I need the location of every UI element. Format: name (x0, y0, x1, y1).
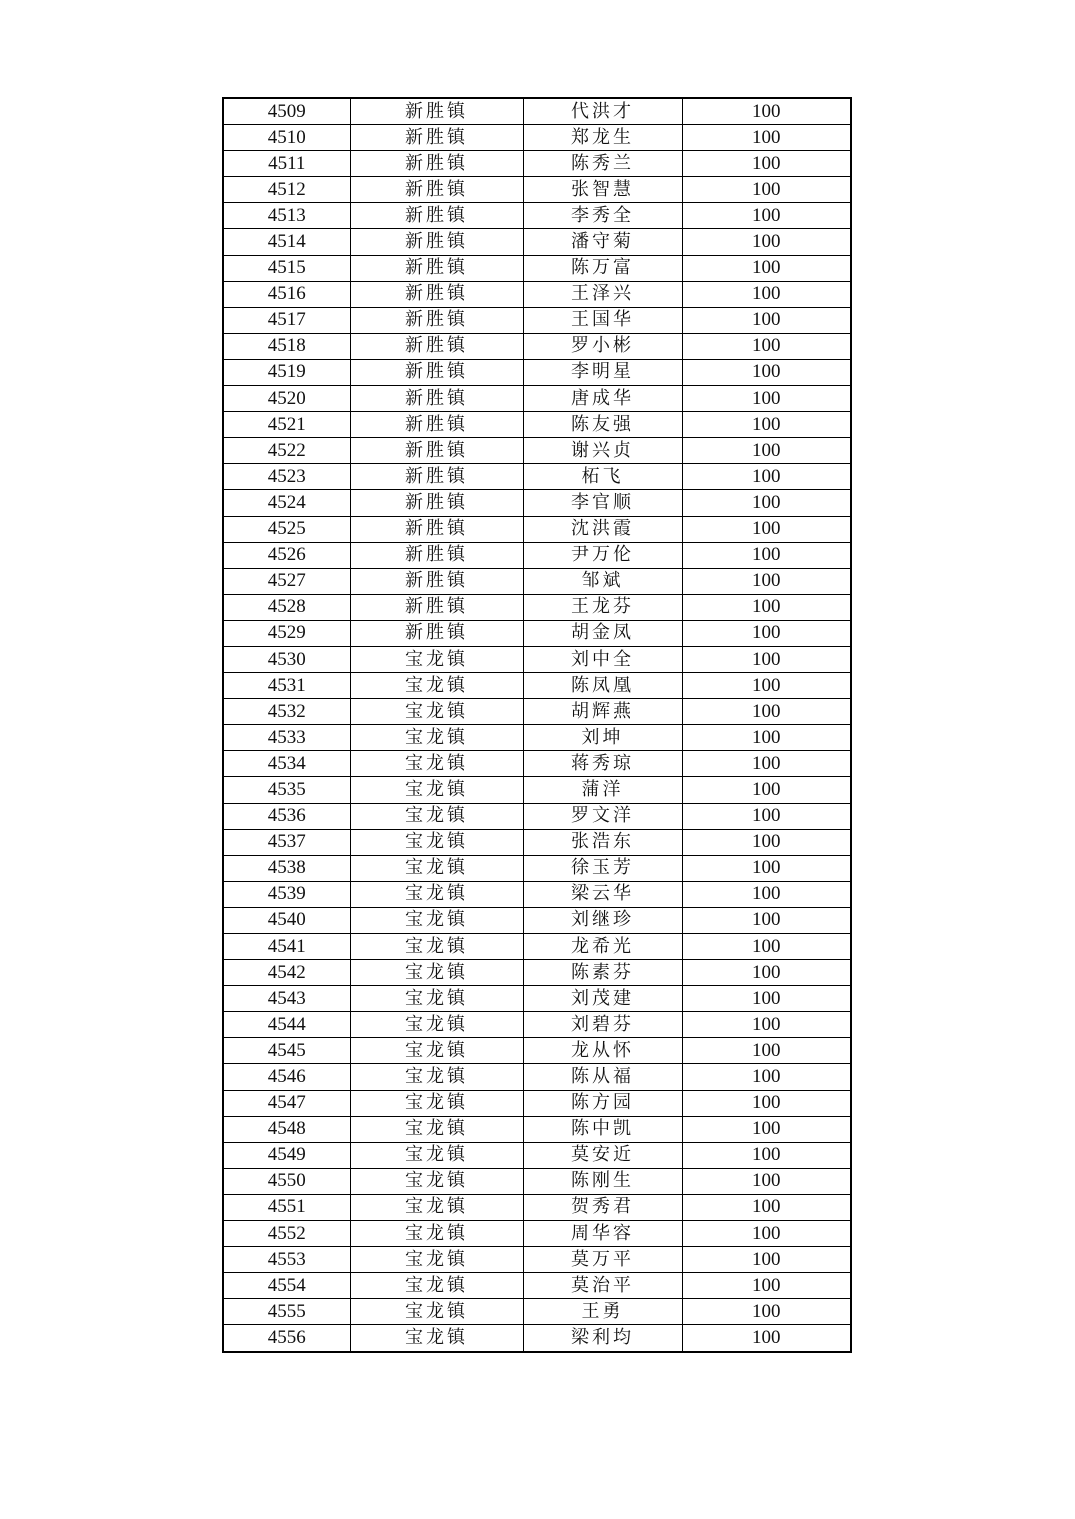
table-row (223, 594, 851, 620)
row-number-cell: 4529 (223, 620, 350, 646)
table-row (223, 725, 851, 751)
row-number-cell: 4534 (223, 751, 350, 777)
name-cell: 胡辉燕 (523, 699, 682, 725)
town-cell: 宝龙镇 (350, 1168, 523, 1194)
row-number-cell: 4538 (223, 855, 350, 881)
row-number-cell: 4527 (223, 568, 350, 594)
data-table (222, 97, 852, 1353)
name-cell: 陈从福 (523, 1064, 682, 1090)
town-cell: 新胜镇 (350, 151, 523, 177)
table-row (223, 1142, 851, 1168)
name-cell: 陈刚生 (523, 1168, 682, 1194)
town-cell: 宝龙镇 (350, 699, 523, 725)
name-cell: 陈方园 (523, 1090, 682, 1116)
name-cell: 柘飞 (523, 464, 682, 490)
town-cell: 新胜镇 (350, 307, 523, 333)
amount-cell: 100 (682, 673, 851, 699)
name-cell: 贺秀君 (523, 1194, 682, 1220)
town-cell: 宝龙镇 (350, 829, 523, 855)
amount-cell: 100 (682, 438, 851, 464)
town-cell: 宝龙镇 (350, 1194, 523, 1220)
table-row (223, 542, 851, 568)
name-cell: 蒋秀琼 (523, 751, 682, 777)
name-cell: 梁云华 (523, 881, 682, 907)
town-cell: 宝龙镇 (350, 855, 523, 881)
amount-cell: 100 (682, 777, 851, 803)
row-number-cell: 4537 (223, 829, 350, 855)
amount-cell: 100 (682, 986, 851, 1012)
amount-cell: 100 (682, 1273, 851, 1299)
town-cell: 新胜镇 (350, 281, 523, 307)
town-cell: 新胜镇 (350, 594, 523, 620)
amount-cell: 100 (682, 1168, 851, 1194)
row-number-cell: 4549 (223, 1142, 350, 1168)
name-cell: 胡金凤 (523, 620, 682, 646)
row-number-cell: 4523 (223, 464, 350, 490)
amount-cell: 100 (682, 281, 851, 307)
name-cell: 刘碧芬 (523, 1012, 682, 1038)
amount-cell: 100 (682, 386, 851, 412)
name-cell: 王龙芬 (523, 594, 682, 620)
table-row (223, 960, 851, 986)
row-number-cell: 4532 (223, 699, 350, 725)
amount-cell: 100 (682, 646, 851, 672)
amount-cell: 100 (682, 881, 851, 907)
amount-cell: 100 (682, 1116, 851, 1142)
town-cell: 新胜镇 (350, 386, 523, 412)
amount-cell: 100 (682, 1142, 851, 1168)
town-cell: 宝龙镇 (350, 751, 523, 777)
town-cell: 新胜镇 (350, 516, 523, 542)
name-cell: 龙从怀 (523, 1038, 682, 1064)
table-row (223, 438, 851, 464)
row-number-cell: 4517 (223, 307, 350, 333)
name-cell: 龙希光 (523, 934, 682, 960)
row-number-cell: 4543 (223, 986, 350, 1012)
row-number-cell: 4525 (223, 516, 350, 542)
name-cell: 沈洪霞 (523, 516, 682, 542)
name-cell: 尹万伦 (523, 542, 682, 568)
name-cell: 代洪才 (523, 98, 682, 125)
row-number-cell: 4514 (223, 229, 350, 255)
town-cell: 宝龙镇 (350, 1325, 523, 1352)
table-row (223, 881, 851, 907)
table-row (223, 125, 851, 151)
table-row (223, 333, 851, 359)
town-cell: 新胜镇 (350, 98, 523, 125)
row-number-cell: 4515 (223, 255, 350, 281)
town-cell: 宝龙镇 (350, 1142, 523, 1168)
table-row (223, 907, 851, 933)
town-cell: 宝龙镇 (350, 1299, 523, 1325)
town-cell: 宝龙镇 (350, 1064, 523, 1090)
amount-cell: 100 (682, 934, 851, 960)
name-cell: 张浩东 (523, 829, 682, 855)
row-number-cell: 4554 (223, 1273, 350, 1299)
row-number-cell: 4544 (223, 1012, 350, 1038)
amount-cell: 100 (682, 1325, 851, 1352)
amount-cell: 100 (682, 751, 851, 777)
table-row (223, 1012, 851, 1038)
table-row (223, 386, 851, 412)
table-row (223, 151, 851, 177)
name-cell: 陈友强 (523, 412, 682, 438)
table-row (223, 751, 851, 777)
town-cell: 宝龙镇 (350, 673, 523, 699)
amount-cell: 100 (682, 620, 851, 646)
table-row (223, 1221, 851, 1247)
name-cell: 陈素芬 (523, 960, 682, 986)
amount-cell: 100 (682, 1247, 851, 1273)
name-cell: 罗文洋 (523, 803, 682, 829)
row-number-cell: 4526 (223, 542, 350, 568)
amount-cell: 100 (682, 203, 851, 229)
town-cell: 宝龙镇 (350, 1038, 523, 1064)
town-cell: 宝龙镇 (350, 907, 523, 933)
town-cell: 新胜镇 (350, 359, 523, 385)
row-number-cell: 4555 (223, 1299, 350, 1325)
town-cell: 宝龙镇 (350, 646, 523, 672)
amount-cell: 100 (682, 829, 851, 855)
row-number-cell: 4545 (223, 1038, 350, 1064)
amount-cell: 100 (682, 1012, 851, 1038)
table-row (223, 281, 851, 307)
table-row (223, 229, 851, 255)
row-number-cell: 4556 (223, 1325, 350, 1352)
amount-cell: 100 (682, 1038, 851, 1064)
amount-cell: 100 (682, 1194, 851, 1220)
table-row (223, 777, 851, 803)
amount-cell: 100 (682, 1090, 851, 1116)
name-cell: 谢兴贞 (523, 438, 682, 464)
row-number-cell: 4522 (223, 438, 350, 464)
name-cell: 王国华 (523, 307, 682, 333)
table-row (223, 934, 851, 960)
row-number-cell: 4542 (223, 960, 350, 986)
row-number-cell: 4541 (223, 934, 350, 960)
name-cell: 李官顺 (523, 490, 682, 516)
town-cell: 新胜镇 (350, 229, 523, 255)
table-row (223, 1273, 851, 1299)
row-number-cell: 4519 (223, 359, 350, 385)
row-number-cell: 4551 (223, 1194, 350, 1220)
amount-cell: 100 (682, 516, 851, 542)
amount-cell: 100 (682, 594, 851, 620)
name-cell: 梁利均 (523, 1325, 682, 1352)
name-cell: 莫治平 (523, 1273, 682, 1299)
row-number-cell: 4509 (223, 98, 350, 125)
row-number-cell: 4524 (223, 490, 350, 516)
town-cell: 宝龙镇 (350, 777, 523, 803)
amount-cell: 100 (682, 725, 851, 751)
row-number-cell: 4528 (223, 594, 350, 620)
town-cell: 新胜镇 (350, 203, 523, 229)
name-cell: 陈秀兰 (523, 151, 682, 177)
town-cell: 新胜镇 (350, 490, 523, 516)
table-row (223, 1299, 851, 1325)
town-cell: 宝龙镇 (350, 1247, 523, 1273)
name-cell: 周华容 (523, 1221, 682, 1247)
town-cell: 新胜镇 (350, 464, 523, 490)
table-row (223, 855, 851, 881)
amount-cell: 100 (682, 229, 851, 255)
table-row (223, 359, 851, 385)
amount-cell: 100 (682, 464, 851, 490)
name-cell: 刘继珍 (523, 907, 682, 933)
row-number-cell: 4533 (223, 725, 350, 751)
amount-cell: 100 (682, 98, 851, 125)
name-cell: 莫安近 (523, 1142, 682, 1168)
row-number-cell: 4516 (223, 281, 350, 307)
town-cell: 宝龙镇 (350, 934, 523, 960)
name-cell: 罗小彬 (523, 333, 682, 359)
row-number-cell: 4552 (223, 1221, 350, 1247)
amount-cell: 100 (682, 1299, 851, 1325)
table-row (223, 1064, 851, 1090)
name-cell: 徐玉芳 (523, 855, 682, 881)
amount-cell: 100 (682, 1064, 851, 1090)
town-cell: 宝龙镇 (350, 725, 523, 751)
amount-cell: 100 (682, 490, 851, 516)
row-number-cell: 4539 (223, 881, 350, 907)
table-row (223, 646, 851, 672)
town-cell: 宝龙镇 (350, 881, 523, 907)
town-cell: 新胜镇 (350, 620, 523, 646)
amount-cell: 100 (682, 359, 851, 385)
amount-cell: 100 (682, 960, 851, 986)
town-cell: 宝龙镇 (350, 1221, 523, 1247)
name-cell: 蒲洋 (523, 777, 682, 803)
name-cell: 唐成华 (523, 386, 682, 412)
table-row (223, 98, 851, 125)
amount-cell: 100 (682, 1221, 851, 1247)
row-number-cell: 4546 (223, 1064, 350, 1090)
row-number-cell: 4511 (223, 151, 350, 177)
town-cell: 宝龙镇 (350, 803, 523, 829)
row-number-cell: 4510 (223, 125, 350, 151)
name-cell: 陈凤凰 (523, 673, 682, 699)
table-row (223, 1325, 851, 1352)
table-row (223, 490, 851, 516)
town-cell: 新胜镇 (350, 542, 523, 568)
name-cell: 刘中全 (523, 646, 682, 672)
table-row (223, 412, 851, 438)
table-row (223, 1247, 851, 1273)
town-cell: 宝龙镇 (350, 1273, 523, 1299)
row-number-cell: 4530 (223, 646, 350, 672)
amount-cell: 100 (682, 907, 851, 933)
town-cell: 新胜镇 (350, 177, 523, 203)
town-cell: 宝龙镇 (350, 960, 523, 986)
name-cell: 潘守菊 (523, 229, 682, 255)
name-cell: 李明星 (523, 359, 682, 385)
town-cell: 新胜镇 (350, 125, 523, 151)
table-row (223, 986, 851, 1012)
row-number-cell: 4512 (223, 177, 350, 203)
town-cell: 新胜镇 (350, 412, 523, 438)
row-number-cell: 4531 (223, 673, 350, 699)
row-number-cell: 4547 (223, 1090, 350, 1116)
table-row (223, 1194, 851, 1220)
table-row (223, 699, 851, 725)
table-row (223, 255, 851, 281)
amount-cell: 100 (682, 542, 851, 568)
town-cell: 新胜镇 (350, 438, 523, 464)
row-number-cell: 4520 (223, 386, 350, 412)
amount-cell: 100 (682, 307, 851, 333)
amount-cell: 100 (682, 177, 851, 203)
row-number-cell: 4540 (223, 907, 350, 933)
table-row (223, 177, 851, 203)
table-row (223, 1168, 851, 1194)
name-cell: 张智慧 (523, 177, 682, 203)
table-body (223, 98, 851, 1352)
table-row (223, 516, 851, 542)
table-row (223, 620, 851, 646)
name-cell: 莫万平 (523, 1247, 682, 1273)
row-number-cell: 4553 (223, 1247, 350, 1273)
amount-cell: 100 (682, 151, 851, 177)
name-cell: 邹斌 (523, 568, 682, 594)
table-row (223, 803, 851, 829)
table-row (223, 464, 851, 490)
name-cell: 王泽兴 (523, 281, 682, 307)
town-cell: 新胜镇 (350, 255, 523, 281)
amount-cell: 100 (682, 699, 851, 725)
row-number-cell: 4513 (223, 203, 350, 229)
row-number-cell: 4535 (223, 777, 350, 803)
table-row (223, 568, 851, 594)
town-cell: 宝龙镇 (350, 1012, 523, 1038)
row-number-cell: 4518 (223, 333, 350, 359)
row-number-cell: 4536 (223, 803, 350, 829)
row-number-cell: 4550 (223, 1168, 350, 1194)
table-row (223, 673, 851, 699)
row-number-cell: 4521 (223, 412, 350, 438)
town-cell: 新胜镇 (350, 568, 523, 594)
table-row (223, 1090, 851, 1116)
amount-cell: 100 (682, 803, 851, 829)
table-row (223, 829, 851, 855)
name-cell: 郑龙生 (523, 125, 682, 151)
name-cell: 刘坤 (523, 725, 682, 751)
name-cell: 陈中凯 (523, 1116, 682, 1142)
name-cell: 李秀全 (523, 203, 682, 229)
table-row (223, 1116, 851, 1142)
table-row (223, 203, 851, 229)
amount-cell: 100 (682, 568, 851, 594)
town-cell: 宝龙镇 (350, 1116, 523, 1142)
name-cell: 陈万富 (523, 255, 682, 281)
amount-cell: 100 (682, 412, 851, 438)
table-row (223, 1038, 851, 1064)
town-cell: 宝龙镇 (350, 986, 523, 1012)
row-number-cell: 4548 (223, 1116, 350, 1142)
town-cell: 新胜镇 (350, 333, 523, 359)
amount-cell: 100 (682, 255, 851, 281)
amount-cell: 100 (682, 855, 851, 881)
amount-cell: 100 (682, 333, 851, 359)
name-cell: 王勇 (523, 1299, 682, 1325)
name-cell: 刘茂建 (523, 986, 682, 1012)
table-row (223, 307, 851, 333)
amount-cell: 100 (682, 125, 851, 151)
town-cell: 宝龙镇 (350, 1090, 523, 1116)
